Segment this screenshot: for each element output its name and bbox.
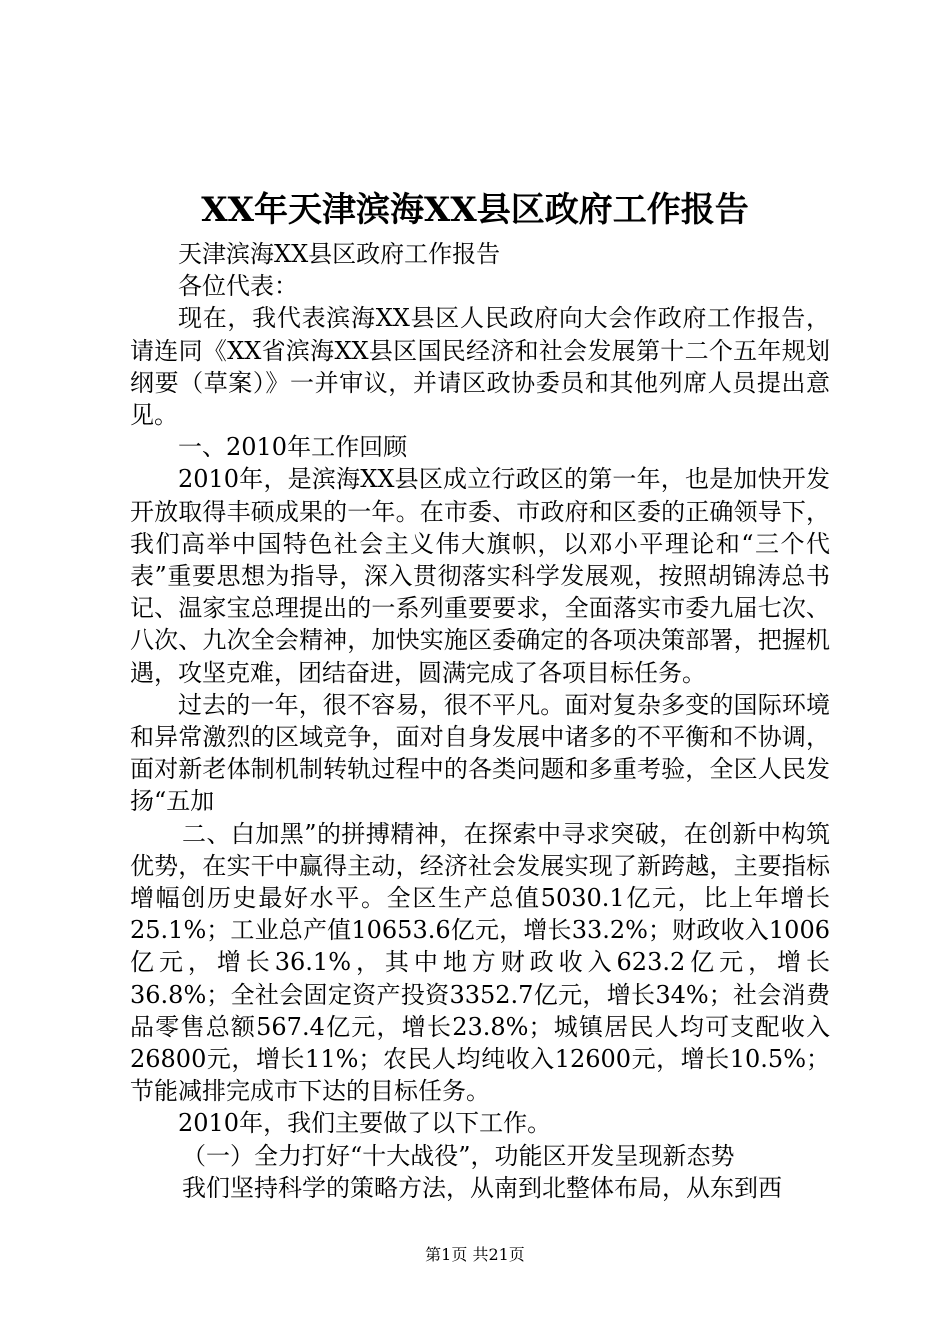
- past-year-paragraph: 过去的一年，很不容易，很不平凡。面对复杂多变的国际环境和异常激烈的区域竞争，面对自身发展中诸多的不平衡和不协调，面对新老体制机制转轨过程中的各类问题和多重考验，全区人民发扬“五加: [130, 690, 830, 816]
- subsection-heading: （一）全力打好“十大战役”，功能区开发呈现新态势: [182, 1141, 735, 1170]
- indicators-paragraph: 二、白加黑”的拼搏精神，在探索中寻求突破，在创新中构筑优势，在实干中赢得主动，经济社会发展实现了新跨越，主要指标增幅创历史最好水平。全区生产总值5030.1亿元，比上年增长25.1%；工业总产值10653.6亿元，增长33.2%；财政收入1006亿元，增长36.1%，其中地方财政收入623.2亿元，增长36.8%；全社会固定资产投资3352.7亿元，增长34%；社会消费品零售总额567.4亿元，增长23.8%；城镇居民人均可支配收入26800元，增长11%；农民人均纯收入12600元，增长10.5%；节能减排完成市下达的目标任务。: [130, 819, 830, 1106]
- review-paragraph: 2010年，是滨海XX县区成立行政区的第一年，也是加快开发开放取得丰硕成果的一年。在市委、市政府和区委的正确领导下，我们高举中国特色社会主义伟大旗帜，以邓小平理论和“三个代表”重要思想为指导，深入贯彻落实科学发展观，按照胡锦涛总书记、温家宝总理提出的一系列重要要求，全面落实市委九届七次、八次、九次全会精神，加快实施区委确定的各项决策部署，把握机遇，攻坚克难，团结奋进，圆满完成了各项目标任务。: [130, 465, 830, 687]
- intro-paragraph: 现在，我代表滨海XX县区人民政府向大会作政府工作报告，请连同《XX省滨海XX县区国民经济和社会发展第十二个五年规划纲要（草案）》一并审议，并请区政协委员和其他列席人员提出意见。: [130, 304, 830, 430]
- strategy-paragraph: 我们坚持科学的策略方法，从南到北整体布局，从东到西: [182, 1173, 782, 1202]
- section-heading: 一、2010年工作回顾: [178, 433, 408, 462]
- work-summary-paragraph: 2010年，我们主要做了以下工作。: [178, 1109, 552, 1138]
- salutation-paragraph: 各位代表：: [178, 272, 298, 301]
- subtitle-paragraph: 天津滨海XX县区政府工作报告: [178, 240, 501, 268]
- page-footer: 第1页 共21页: [425, 1245, 525, 1264]
- document-title: XX年天津滨海XX县区政府工作报告: [201, 190, 749, 230]
- document-body: [130, 238, 830, 1204]
